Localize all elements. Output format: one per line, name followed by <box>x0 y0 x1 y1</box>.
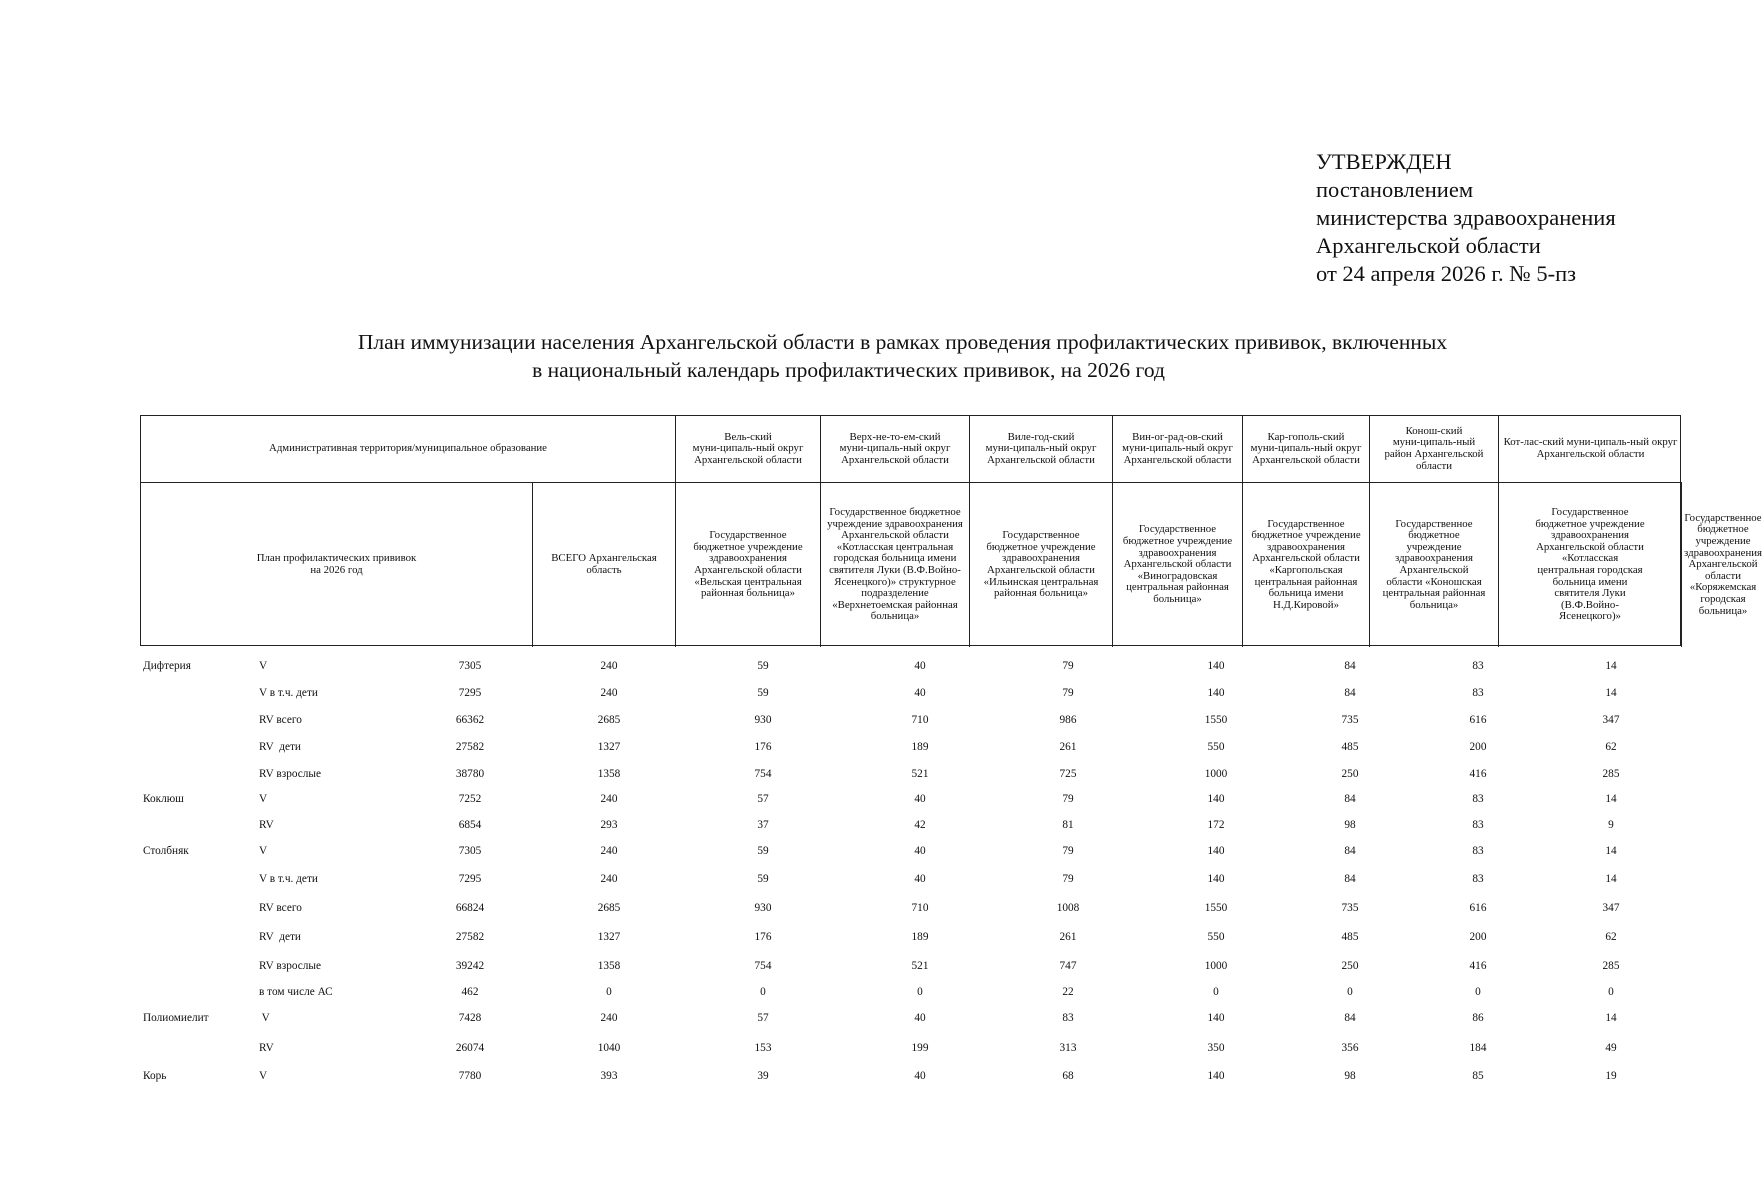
district-value-cell: 250 <box>1341 960 1359 972</box>
institution-header-line: Архангельской области <box>694 564 802 576</box>
district-value-cell: 1550 <box>1204 902 1228 914</box>
district-value-cell: 0 <box>760 986 766 998</box>
indicator-cell: RV <box>259 819 274 831</box>
district-header-line: Архангельской области <box>1252 453 1360 466</box>
institution-header-line: Архангельской области <box>1688 558 1758 582</box>
institution-header-line: Архангельской области <box>1252 552 1360 565</box>
indicator-cell: RV дети <box>259 741 301 753</box>
district-value-cell: 1327 <box>597 931 621 943</box>
district-value-cell: 19 <box>1605 1070 1617 1082</box>
approval-line: постановлением <box>1316 177 1474 202</box>
district-header-line: Вин-ог-рад-ов-ский <box>1132 430 1223 443</box>
district-value-cell: 68 <box>1062 1070 1074 1082</box>
district-header-line: муни-ципаль-ный округ <box>985 442 1097 455</box>
table-row <box>0 1040 1697 1056</box>
district-value-cell: 85 <box>1472 1070 1484 1082</box>
institution-header-line: святителя Луки <box>1554 587 1626 600</box>
total-header-line: область <box>586 564 622 576</box>
district-value-cell: 416 <box>1469 960 1487 972</box>
indicator-cell: V <box>259 1012 270 1024</box>
table-row <box>0 685 1697 701</box>
district-value-cell: 261 <box>1059 741 1077 753</box>
district-value-cell: 393 <box>600 1070 618 1082</box>
district-value-cell: 356 <box>1341 1042 1359 1054</box>
district-value-cell: 240 <box>600 687 618 699</box>
district-value-cell: 172 <box>1207 819 1225 831</box>
district-value-cell: 0 <box>1213 986 1219 998</box>
district-value-cell: 79 <box>1062 873 1074 885</box>
district-value-cell: 140 <box>1207 793 1225 805</box>
district-header-line: Архангельской области <box>987 453 1095 466</box>
institution-header-line: Архангельской области <box>987 564 1095 576</box>
district-value-cell: 176 <box>754 931 772 943</box>
title-line: в национальный календарь профилактических прививок, на 2026 год <box>532 358 1165 382</box>
district-header-line: Архангельской области <box>841 453 949 466</box>
disease-cell: Корь <box>143 1070 167 1082</box>
indicator-cell: V <box>259 845 268 857</box>
district-value-cell: 293 <box>600 819 618 831</box>
institution-header-line: больница» <box>870 610 920 623</box>
district-value-cell: 84 <box>1344 660 1356 672</box>
institution-header-line: (В.Ф.Войно- <box>1561 598 1619 611</box>
table-row <box>0 1010 1697 1026</box>
district-header-line: муни-ципаль-ный округ <box>839 442 951 455</box>
district-value-cell: 57 <box>757 793 769 805</box>
institution-header-line: бюджетное учреждение <box>1695 523 1751 548</box>
institution-header-line: подразделение <box>861 587 929 600</box>
disease-cell: Полиомиелит <box>143 1012 209 1024</box>
district-value-cell: 40 <box>914 873 926 885</box>
district-value-cell: 140 <box>1207 660 1225 672</box>
district-value-cell: 1327 <box>597 741 621 753</box>
district-value-cell: 40 <box>914 1012 926 1024</box>
institution-header-line: районная больница» <box>994 587 1088 600</box>
district-value-cell: 79 <box>1062 687 1074 699</box>
district-header-line: Кот-лас-ский муни-ципаль-ный округ <box>1503 436 1678 449</box>
disease-cell: Коклюш <box>143 793 184 805</box>
institution-header-line: городская больница» <box>1698 592 1748 617</box>
district-value-cell: 485 <box>1341 741 1359 753</box>
institution-header-line: Архангельской области <box>841 529 949 542</box>
institution-header-line: здравоохранения <box>1267 540 1345 553</box>
institution-header-line: «Виноградовская <box>1137 569 1218 582</box>
district-value-cell: 347 <box>1602 714 1620 726</box>
district-header-line: муни-ципаль-ный округ <box>1250 442 1362 455</box>
district-value-cell: 485 <box>1341 931 1359 943</box>
district-value-cell: 14 <box>1605 845 1617 857</box>
institution-header-line: учреждение здравоохранения <box>827 517 963 530</box>
district-value-cell: 616 <box>1469 714 1487 726</box>
district-value-cell: 14 <box>1605 687 1617 699</box>
institution-header-line: Государственное <box>1138 523 1217 536</box>
district-value-cell: 200 <box>1469 741 1487 753</box>
district-value-cell: 0 <box>917 986 923 998</box>
total-value-cell: 66362 <box>455 714 485 726</box>
district-value-cell: 1358 <box>597 960 621 972</box>
district-value-cell: 79 <box>1062 660 1074 672</box>
district-value-cell: 83 <box>1472 873 1484 885</box>
table-row <box>0 871 1697 887</box>
district-value-cell: 1040 <box>597 1042 621 1054</box>
district-value-cell: 84 <box>1344 845 1356 857</box>
district-value-cell: 59 <box>757 687 769 699</box>
district-value-cell: 0 <box>1608 986 1614 998</box>
total-value-cell: 462 <box>461 986 479 998</box>
indicator-cell: V <box>259 1070 268 1082</box>
table-row <box>0 791 1697 807</box>
district-value-cell: 83 <box>1472 660 1484 672</box>
territory-header-line: Административная территория/муниципальное образование <box>269 442 547 455</box>
total-value-cell: 7252 <box>458 793 482 805</box>
district-value-cell: 140 <box>1207 845 1225 857</box>
district-value-cell: 84 <box>1344 793 1356 805</box>
table-row <box>0 958 1697 974</box>
district-value-cell: 616 <box>1469 902 1487 914</box>
district-value-cell: 153 <box>754 1042 772 1054</box>
institution-header-line: святителя Луки (В.Ф.Войно- <box>829 564 961 576</box>
district-header-line: Конош-ский <box>1405 424 1463 437</box>
district-value-cell: 42 <box>914 819 926 831</box>
district-value-cell: 0 <box>1475 986 1481 998</box>
district-value-cell: 735 <box>1341 902 1359 914</box>
district-value-cell: 22 <box>1062 986 1074 998</box>
district-value-cell: 261 <box>1059 931 1077 943</box>
district-value-cell: 9 <box>1608 819 1614 831</box>
total-value-cell: 7305 <box>458 660 482 672</box>
district-header-line: Кар-гополь-ский <box>1267 430 1345 443</box>
institution-header-line: Государственное бюджетное <box>829 506 961 519</box>
district-value-cell: 240 <box>600 873 618 885</box>
district-value-cell: 84 <box>1344 687 1356 699</box>
district-value-cell: 84 <box>1344 873 1356 885</box>
total-value-cell: 66824 <box>455 902 485 914</box>
district-header-line: Вель-ский <box>724 430 772 443</box>
district-header-line: Архангельской области <box>694 453 802 466</box>
district-value-cell: 49 <box>1605 1042 1617 1054</box>
table-row <box>0 984 1697 1000</box>
district-value-cell: 83 <box>1472 793 1484 805</box>
title-line: План иммунизации населения Архангельской области в рамках проведения профилактических прививок, включенных <box>357 330 1448 354</box>
disease-cell: Дифтерия <box>143 660 191 672</box>
institution-header-line: центральная районная <box>1382 587 1486 600</box>
district-header-line: Архангельской области <box>1536 448 1645 460</box>
table-row <box>0 1068 1697 1084</box>
district-value-cell: 521 <box>911 960 929 972</box>
institution-header-line: здравоохранения <box>1138 546 1217 559</box>
institution-header-line: Государственное <box>1684 511 1762 524</box>
institution-header-line: «Котласская центральная <box>836 540 954 553</box>
indicator-cell: RV взрослые <box>259 768 322 780</box>
district-value-cell: 0 <box>606 986 612 998</box>
district-header-line: области <box>1415 459 1453 472</box>
district-value-cell: 98 <box>1344 819 1356 831</box>
institution-header-line: Ясенецкого)» <box>1559 610 1621 623</box>
district-value-cell: 0 <box>1347 986 1353 998</box>
district-value-cell: 710 <box>911 714 929 726</box>
indicator-cell: V <box>259 660 268 672</box>
institution-header-line: городская больница имени <box>833 552 957 565</box>
total-value-cell: 38780 <box>455 768 485 780</box>
plan-header-line: План профилактических прививок <box>256 552 417 565</box>
total-value-cell: 26074 <box>455 1042 485 1054</box>
institution-header-line: бюджетное <box>1408 529 1460 542</box>
table-row <box>0 712 1697 728</box>
district-value-cell: 40 <box>914 1070 926 1082</box>
district-value-cell: 40 <box>914 660 926 672</box>
institution-header-line: бюджетное учреждение <box>693 540 803 553</box>
indicator-cell: RV дети <box>259 931 301 943</box>
district-value-cell: 754 <box>754 768 772 780</box>
indicator-cell: в том числе АС <box>259 986 333 998</box>
district-value-cell: 416 <box>1469 768 1487 780</box>
indicator-cell: V в т.ч. дети <box>259 687 318 699</box>
district-value-cell: 1000 <box>1204 768 1228 780</box>
institution-header-line: бюджетное учреждение <box>1251 529 1361 542</box>
district-value-cell: 747 <box>1059 960 1077 972</box>
institution-header-line: здравоохранения <box>1001 552 1080 565</box>
district-value-cell: 754 <box>754 960 772 972</box>
district-value-cell: 14 <box>1605 793 1617 805</box>
district-value-cell: 83 <box>1472 687 1484 699</box>
institution-header-line: «Верхнетоемская районная <box>832 598 958 611</box>
institution-header-line: центральная городская <box>1537 564 1643 576</box>
district-header-line: Виле-год-ский <box>1007 430 1075 443</box>
district-value-cell: 189 <box>911 931 929 943</box>
table-row <box>0 739 1697 755</box>
disease-cell: Столбняк <box>143 845 189 857</box>
district-value-cell: 285 <box>1602 960 1620 972</box>
district-value-cell: 250 <box>1341 768 1359 780</box>
institution-header-line: больница» <box>1153 592 1202 605</box>
district-value-cell: 57 <box>757 1012 769 1024</box>
district-value-cell: 59 <box>757 873 769 885</box>
district-header-line: муни-ципаль-ный округ <box>1122 442 1233 455</box>
district-value-cell: 2685 <box>597 902 621 914</box>
district-header-line: Архангельской области <box>1123 453 1232 466</box>
approval-line: от 24 апреля 2026 г. № 5-пз <box>1316 261 1577 286</box>
district-value-cell: 81 <box>1062 819 1074 831</box>
district-header-line: район Архангельской <box>1384 448 1484 460</box>
table-row <box>0 766 1697 782</box>
table-row <box>0 817 1697 833</box>
district-value-cell: 79 <box>1062 793 1074 805</box>
district-value-cell: 62 <box>1605 931 1617 943</box>
total-value-cell: 7305 <box>458 845 482 857</box>
district-value-cell: 84 <box>1344 1012 1356 1024</box>
institution-header-line: здравоохранения <box>709 552 787 565</box>
total-value-cell: 27582 <box>455 931 485 943</box>
district-value-cell: 79 <box>1062 845 1074 857</box>
district-value-cell: 39 <box>757 1070 769 1082</box>
total-value-cell: 7295 <box>458 873 482 885</box>
institution-header-line: Архангельской области <box>1123 558 1232 571</box>
total-value-cell: 7295 <box>458 687 482 699</box>
indicator-cell: RV <box>259 1042 274 1054</box>
institution-header-line: районная больница» <box>701 587 795 600</box>
district-value-cell: 2685 <box>597 714 621 726</box>
institution-header-line: «Ильинская центральная <box>983 575 1099 588</box>
table-row <box>0 658 1697 674</box>
district-value-cell: 140 <box>1207 1070 1225 1082</box>
district-value-cell: 930 <box>754 902 772 914</box>
institution-header-line: «Вельская центральная <box>694 575 802 588</box>
district-value-cell: 986 <box>1059 714 1077 726</box>
total-value-cell: 27582 <box>455 741 485 753</box>
institution-header-line: здравоохранения <box>1684 546 1762 559</box>
institution-header-line: «Каргопольская <box>1269 564 1343 576</box>
district-value-cell: 40 <box>914 845 926 857</box>
institution-header-line: Государственное <box>1002 529 1080 542</box>
institution-header-line: «Коряжемская <box>1689 581 1757 594</box>
district-header-line: Верх-не-то-ем-ский <box>849 430 941 443</box>
district-value-cell: 40 <box>914 687 926 699</box>
indicator-cell: RV всего <box>259 714 302 726</box>
indicator-cell: RV всего <box>259 902 302 914</box>
district-value-cell: 313 <box>1059 1042 1077 1054</box>
district-value-cell: 140 <box>1207 873 1225 885</box>
district-value-cell: 200 <box>1469 931 1487 943</box>
district-value-cell: 14 <box>1605 873 1617 885</box>
institution-header-line: здравоохранения <box>1551 529 1629 542</box>
institution-header-line: бюджетное учреждение <box>1122 535 1233 548</box>
total-value-cell: 6854 <box>458 819 482 831</box>
institution-header-line: Государственное <box>1551 506 1629 519</box>
district-value-cell: 199 <box>911 1042 929 1054</box>
indicator-cell: RV взрослые <box>259 960 322 972</box>
total-value-cell: 7428 <box>458 1012 482 1024</box>
district-value-cell: 59 <box>757 660 769 672</box>
district-value-cell: 735 <box>1341 714 1359 726</box>
district-value-cell: 1550 <box>1204 714 1228 726</box>
institution-header-line: области «Коношская <box>1386 575 1482 588</box>
total-header-line: ВСЕГО Архангельская <box>551 552 657 565</box>
district-value-cell: 98 <box>1344 1070 1356 1082</box>
district-value-cell: 930 <box>754 714 772 726</box>
district-value-cell: 40 <box>914 793 926 805</box>
approval-line: министерства здравоохранения <box>1316 205 1616 230</box>
district-value-cell: 176 <box>754 741 772 753</box>
district-value-cell: 240 <box>600 845 618 857</box>
institution-header-line: центральная районная <box>1254 575 1358 588</box>
district-value-cell: 14 <box>1605 1012 1617 1024</box>
institution-header-line: бюджетное учреждение <box>1535 517 1645 530</box>
institution-header-line: Н.Д.Кировой» <box>1273 598 1339 611</box>
district-value-cell: 240 <box>600 1012 618 1024</box>
institution-header-line: Государственное <box>1267 517 1345 530</box>
district-value-cell: 285 <box>1602 768 1620 780</box>
table-row <box>0 929 1697 945</box>
district-value-cell: 1358 <box>597 768 621 780</box>
district-value-cell: 62 <box>1605 741 1617 753</box>
district-value-cell: 240 <box>600 793 618 805</box>
district-value-cell: 350 <box>1207 1042 1225 1054</box>
district-value-cell: 140 <box>1207 687 1225 699</box>
institution-header-line: здравоохранения <box>1395 552 1473 565</box>
district-value-cell: 240 <box>600 660 618 672</box>
district-value-cell: 1008 <box>1056 902 1080 914</box>
district-value-cell: 83 <box>1472 819 1484 831</box>
district-value-cell: 710 <box>911 902 929 914</box>
institution-header-line: больница имени <box>1552 575 1628 588</box>
district-value-cell: 347 <box>1602 902 1620 914</box>
district-value-cell: 37 <box>757 819 769 831</box>
district-value-cell: 140 <box>1207 1012 1225 1024</box>
institution-header-line: «Котласская <box>1561 552 1619 565</box>
district-value-cell: 1000 <box>1204 960 1228 972</box>
district-value-cell: 184 <box>1469 1042 1487 1054</box>
indicator-cell: V в т.ч. дети <box>259 873 318 885</box>
indicator-cell: V <box>259 793 268 805</box>
district-value-cell: 14 <box>1605 660 1617 672</box>
institution-header-line: Ясенецкого)» структурное <box>834 575 956 588</box>
district-value-cell: 725 <box>1059 768 1077 780</box>
district-value-cell: 83 <box>1062 1012 1074 1024</box>
institution-header-line: больница имени <box>1268 587 1344 600</box>
district-value-cell: 59 <box>757 845 769 857</box>
institution-header-line: учреждение <box>1406 540 1462 553</box>
district-header-line: муни-ципаль-ный <box>1392 436 1476 449</box>
institution-header-line: Архангельской <box>1399 564 1469 576</box>
institution-header-line: Архангельской области <box>1536 540 1644 553</box>
district-value-cell: 521 <box>911 768 929 780</box>
table-row <box>0 843 1697 859</box>
table-row <box>0 900 1697 916</box>
district-value-cell: 189 <box>911 741 929 753</box>
approval-line: УТВЕРЖДЕН <box>1316 149 1452 174</box>
district-header-line: муни-ципаль-ный округ <box>692 442 804 455</box>
total-value-cell: 39242 <box>455 960 485 972</box>
institution-header-line: больница» <box>1409 598 1459 611</box>
district-value-cell: 550 <box>1207 931 1225 943</box>
approval-line: Архангельской области <box>1316 233 1541 258</box>
institution-header-line: Государственное <box>1395 517 1473 530</box>
institution-header-line: центральная районная <box>1126 581 1229 594</box>
district-value-cell: 83 <box>1472 845 1484 857</box>
district-value-cell: 550 <box>1207 741 1225 753</box>
district-value-cell: 86 <box>1472 1012 1484 1024</box>
institution-header-line: бюджетное учреждение <box>986 540 1096 553</box>
institution-header-line: Государственное <box>709 529 787 542</box>
total-value-cell: 7780 <box>458 1070 482 1082</box>
plan-header-line: на 2026 год <box>310 564 363 576</box>
